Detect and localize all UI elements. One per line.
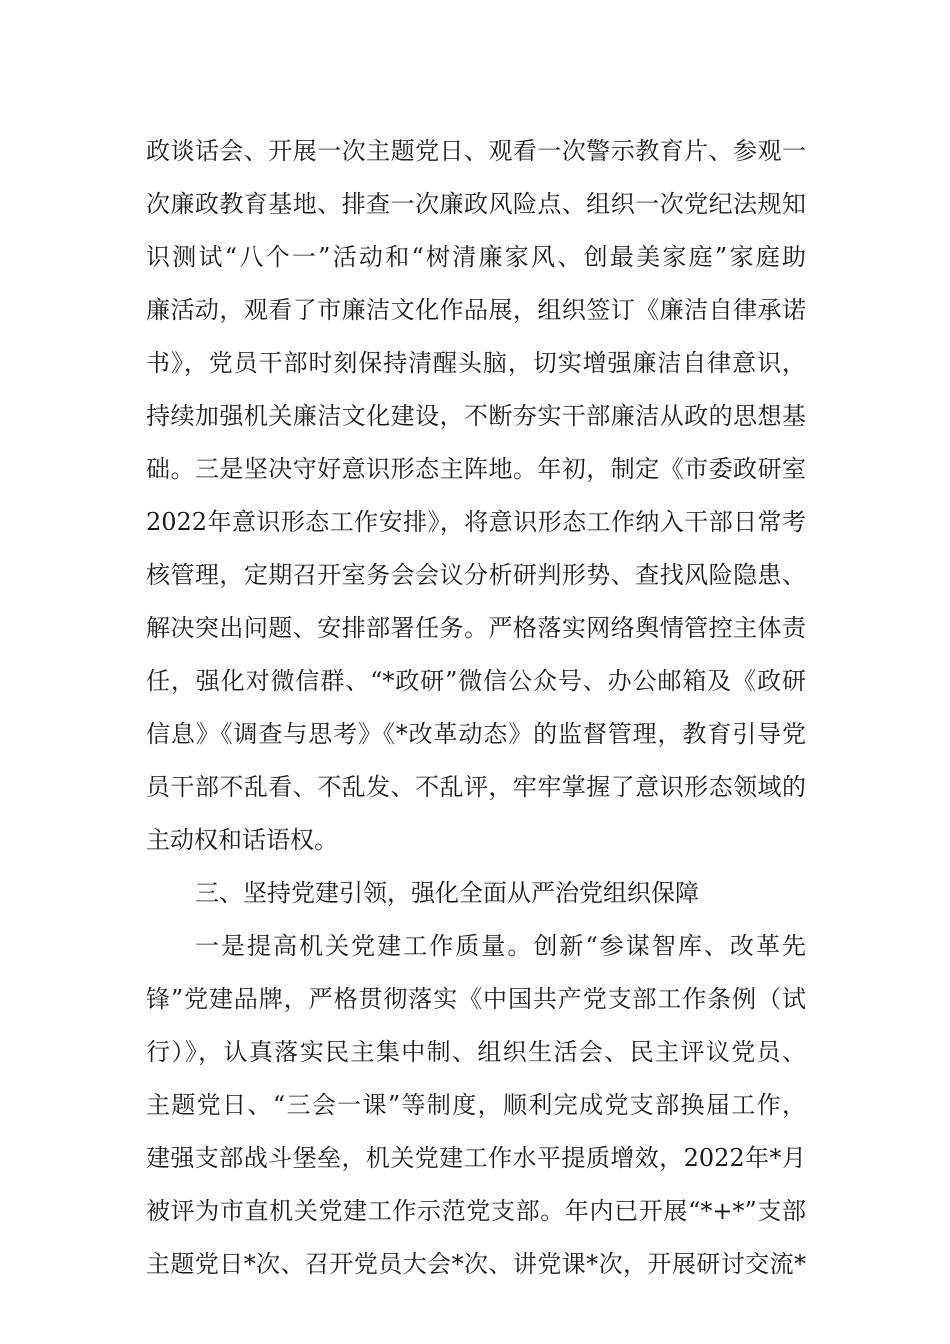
text-line-19: 主题党日、“三会一课”等制度，顺利完成党支部换届工作， [146,1091,806,1119]
text-line-17: 锋”党建品牌，严格贯彻落实《中国共产党支部工作条例（试 [146,985,806,1013]
text-line-18: 行）》，认真落实民主集中制、组织生活会、民主评议党员、 [146,1038,806,1066]
text-line-21: 被评为市直机关党建工作示范党支部。年内已开展“*+*”支部 [146,1197,806,1225]
text-line-1: 政谈话会、开展一次主题党日、观看一次警示教育片、参观一 [146,137,806,165]
text-line-4: 廉活动，观看了市廉洁文化作品展，组织签订《廉洁自律承诺 [146,296,806,324]
section-heading: 三、坚持党建引领，强化全面从严治党组织保障 [195,879,699,907]
text-line-20: 建强支部战斗堡垒，机关党建工作水平提质增效，2022年*月 [146,1144,806,1172]
text-line-2: 次廉政教育基地、排查一次廉政风险点、组织一次党纪法规知 [146,190,806,218]
text-line-16: 一是提高机关党建工作质量。创新“参谋智库、改革先 [195,932,806,960]
text-line-7: 础。三是坚决守好意识形态主阵地。年初，制定《市委政研室 [146,455,806,483]
text-line-12: 信息》《调查与思考》《*改革动态》的监督管理，教育引导党 [146,720,806,748]
text-line-6: 持续加强机关廉洁文化建设，不断夯实干部廉洁从政的思想基 [146,402,806,430]
text-line-3: 识测试“八个一”活动和“树清廉家风、创最美家庭”家庭助 [146,243,806,271]
text-line-8: 2022年意识形态工作安排》，将意识形态工作纳入干部日常考 [146,508,806,536]
text-line-9: 核管理，定期召开室务会会议分析研判形势、查找风险隐患、 [146,561,806,589]
text-line-5: 书》，党员干部时刻保持清醒头脑，切实增强廉洁自律意识， [146,349,806,377]
text-line-11: 任，强化对微信群、“*政研”微信公众号、办公邮箱及《政研 [146,667,806,695]
text-line-14: 主动权和话语权。 [146,826,338,854]
text-line-22: 主题党日*次、召开党员大会*次、讲党课*次，开展研讨交流* [146,1250,806,1278]
text-line-13: 员干部不乱看、不乱发、不乱评，牢牢掌握了意识形态领域的 [146,773,806,801]
text-line-10: 解决突出问题、安排部署任务。严格落实网络舆情管控主体责 [146,614,806,642]
